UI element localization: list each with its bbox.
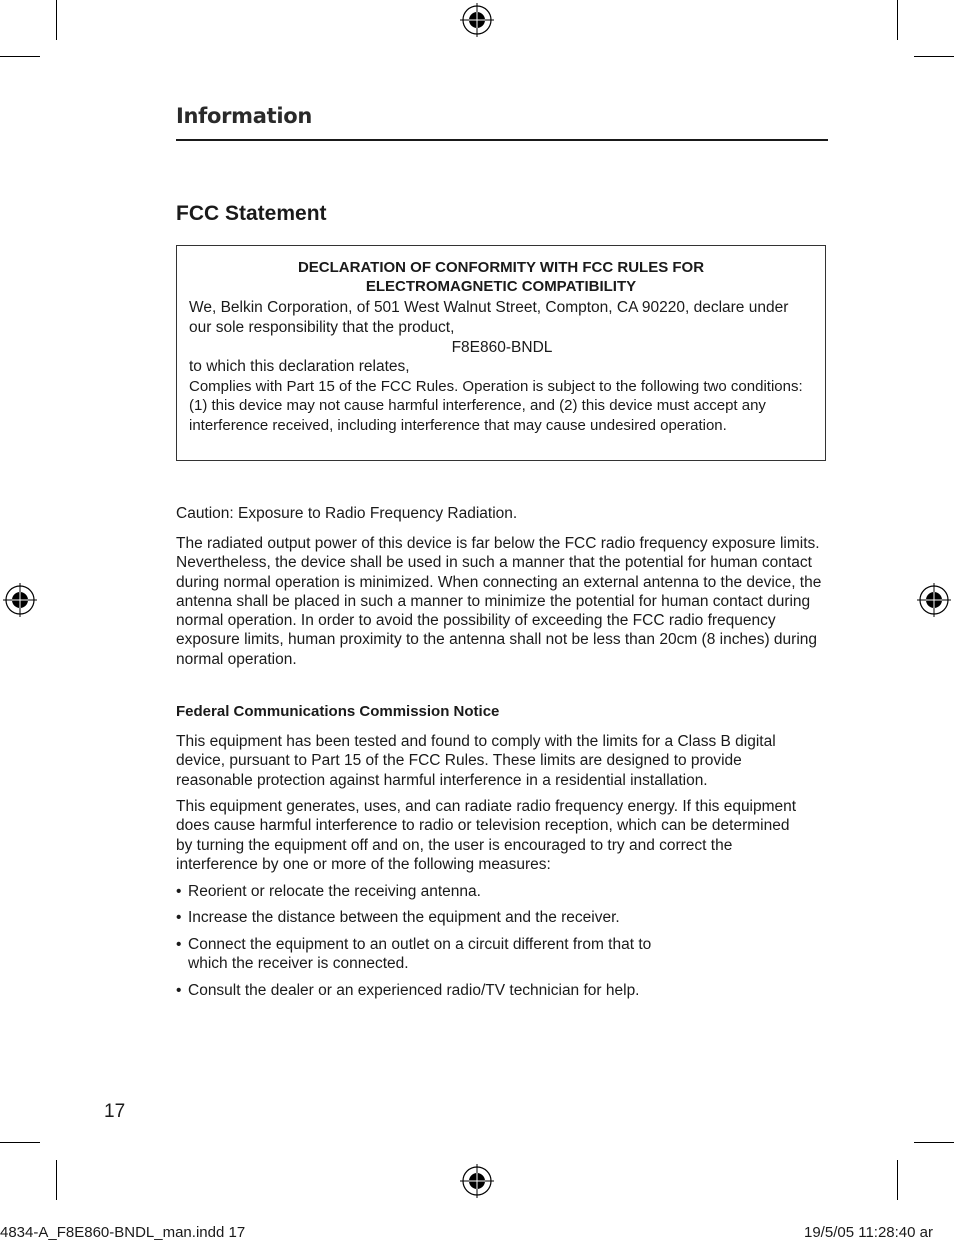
crop-mark <box>0 56 40 57</box>
declaration-complies: Complies with Part 15 of the FCC Rules. Operation is subject to the following two conditions: (1) this device may not cause harmful interference, and (2) this device must accept any interference received, including interference that may cause undesired operation. <box>189 378 803 434</box>
list-item-text: Reorient or relocate the receiving antenna. <box>188 883 481 900</box>
bullet-icon: • <box>176 909 182 926</box>
declaration-relates: to which this declaration relates, <box>189 358 410 375</box>
registration-mark-icon <box>3 583 37 617</box>
caution-body: The radiated output power of this device is far below the FCC radio frequency exposure limits. Nevertheless, the device shall be used in such a manner that the potential for human contact during normal operation is minimized. When connecting an external antenna to the device, the antenna shall be placed in such a manner to minimize the potential for human contact during normal operation. In order to avoid the possibility of exceeding the FCC radio frequency exposure limits, human proximity to the antenna shall not be less than 20cm (8 inches) during normal operation. <box>176 535 822 668</box>
declaration-heading-line1: DECLARATION OF CONFORMITY WITH FCC RULES FOR <box>297 259 705 276</box>
page-number: 17 <box>104 1101 126 1122</box>
registration-mark-icon <box>917 583 951 617</box>
crop-mark <box>56 1160 57 1200</box>
crop-mark <box>914 56 954 57</box>
fcc-notice-heading: Federal Communications Commission Notice <box>176 703 500 720</box>
section-title: FCC Statement <box>176 202 327 225</box>
bullet-icon: • <box>176 936 182 953</box>
crop-mark <box>914 1142 954 1143</box>
list-item-text: Increase the distance between the equipment and the receiver. <box>188 909 620 926</box>
slug-filename: 4834-A_F8E860-BNDL_man.indd 17 <box>0 1224 246 1241</box>
registration-mark-icon <box>460 1164 494 1198</box>
crop-mark <box>0 1142 40 1143</box>
declaration-intro: We, Belkin Corporation, of 501 West Walnut Street, Compton, CA 90220, declare under our sole responsibility that the product, <box>189 299 789 336</box>
list-item-text: Connect the equipment to an outlet on a circuit different from that to <box>188 936 652 953</box>
list-item-text: Consult the dealer or an experienced radio/TV technician for help. <box>188 982 640 999</box>
bullet-icon: • <box>176 982 182 999</box>
crop-mark <box>897 0 898 40</box>
caution-title: Caution: Exposure to Radio Frequency Radiation. <box>176 505 518 522</box>
list-item <box>176 981 736 1000</box>
crop-mark <box>897 1160 898 1200</box>
declaration-heading-line2: ELECTROMAGNETIC COMPATIBILITY <box>365 278 637 295</box>
declaration-box <box>176 245 826 461</box>
slug-timestamp: 19/5/05 11:28:40 ar <box>804 1224 933 1241</box>
page-header-title: Information <box>176 104 313 128</box>
fcc-notice-para1: This equipment has been tested and found to comply with the limits for a Class B digital device, pursuant to Part 15 of the FCC Rules. These limits are designed to provide reasonable protection against harmful interference in a residential installation. <box>176 733 776 789</box>
list-item <box>176 882 736 901</box>
list-item <box>176 935 736 974</box>
header-divider <box>176 139 828 141</box>
list-item <box>176 908 736 927</box>
crop-mark <box>56 0 57 40</box>
fcc-notice-para2: This equipment generates, uses, and can radiate radio frequency energy. If this equipment does cause harmful interference to radio or television reception, which can be determined by turning the equipment off and on, the user is encouraged to try and correct the interference by one or more of the following measures: <box>176 798 797 873</box>
bullet-icon: • <box>176 883 182 900</box>
registration-mark-icon <box>460 3 494 37</box>
list-item-text-continued: which the receiver is connected. <box>188 955 409 973</box>
declaration-product: F8E860-BNDL <box>451 339 553 356</box>
